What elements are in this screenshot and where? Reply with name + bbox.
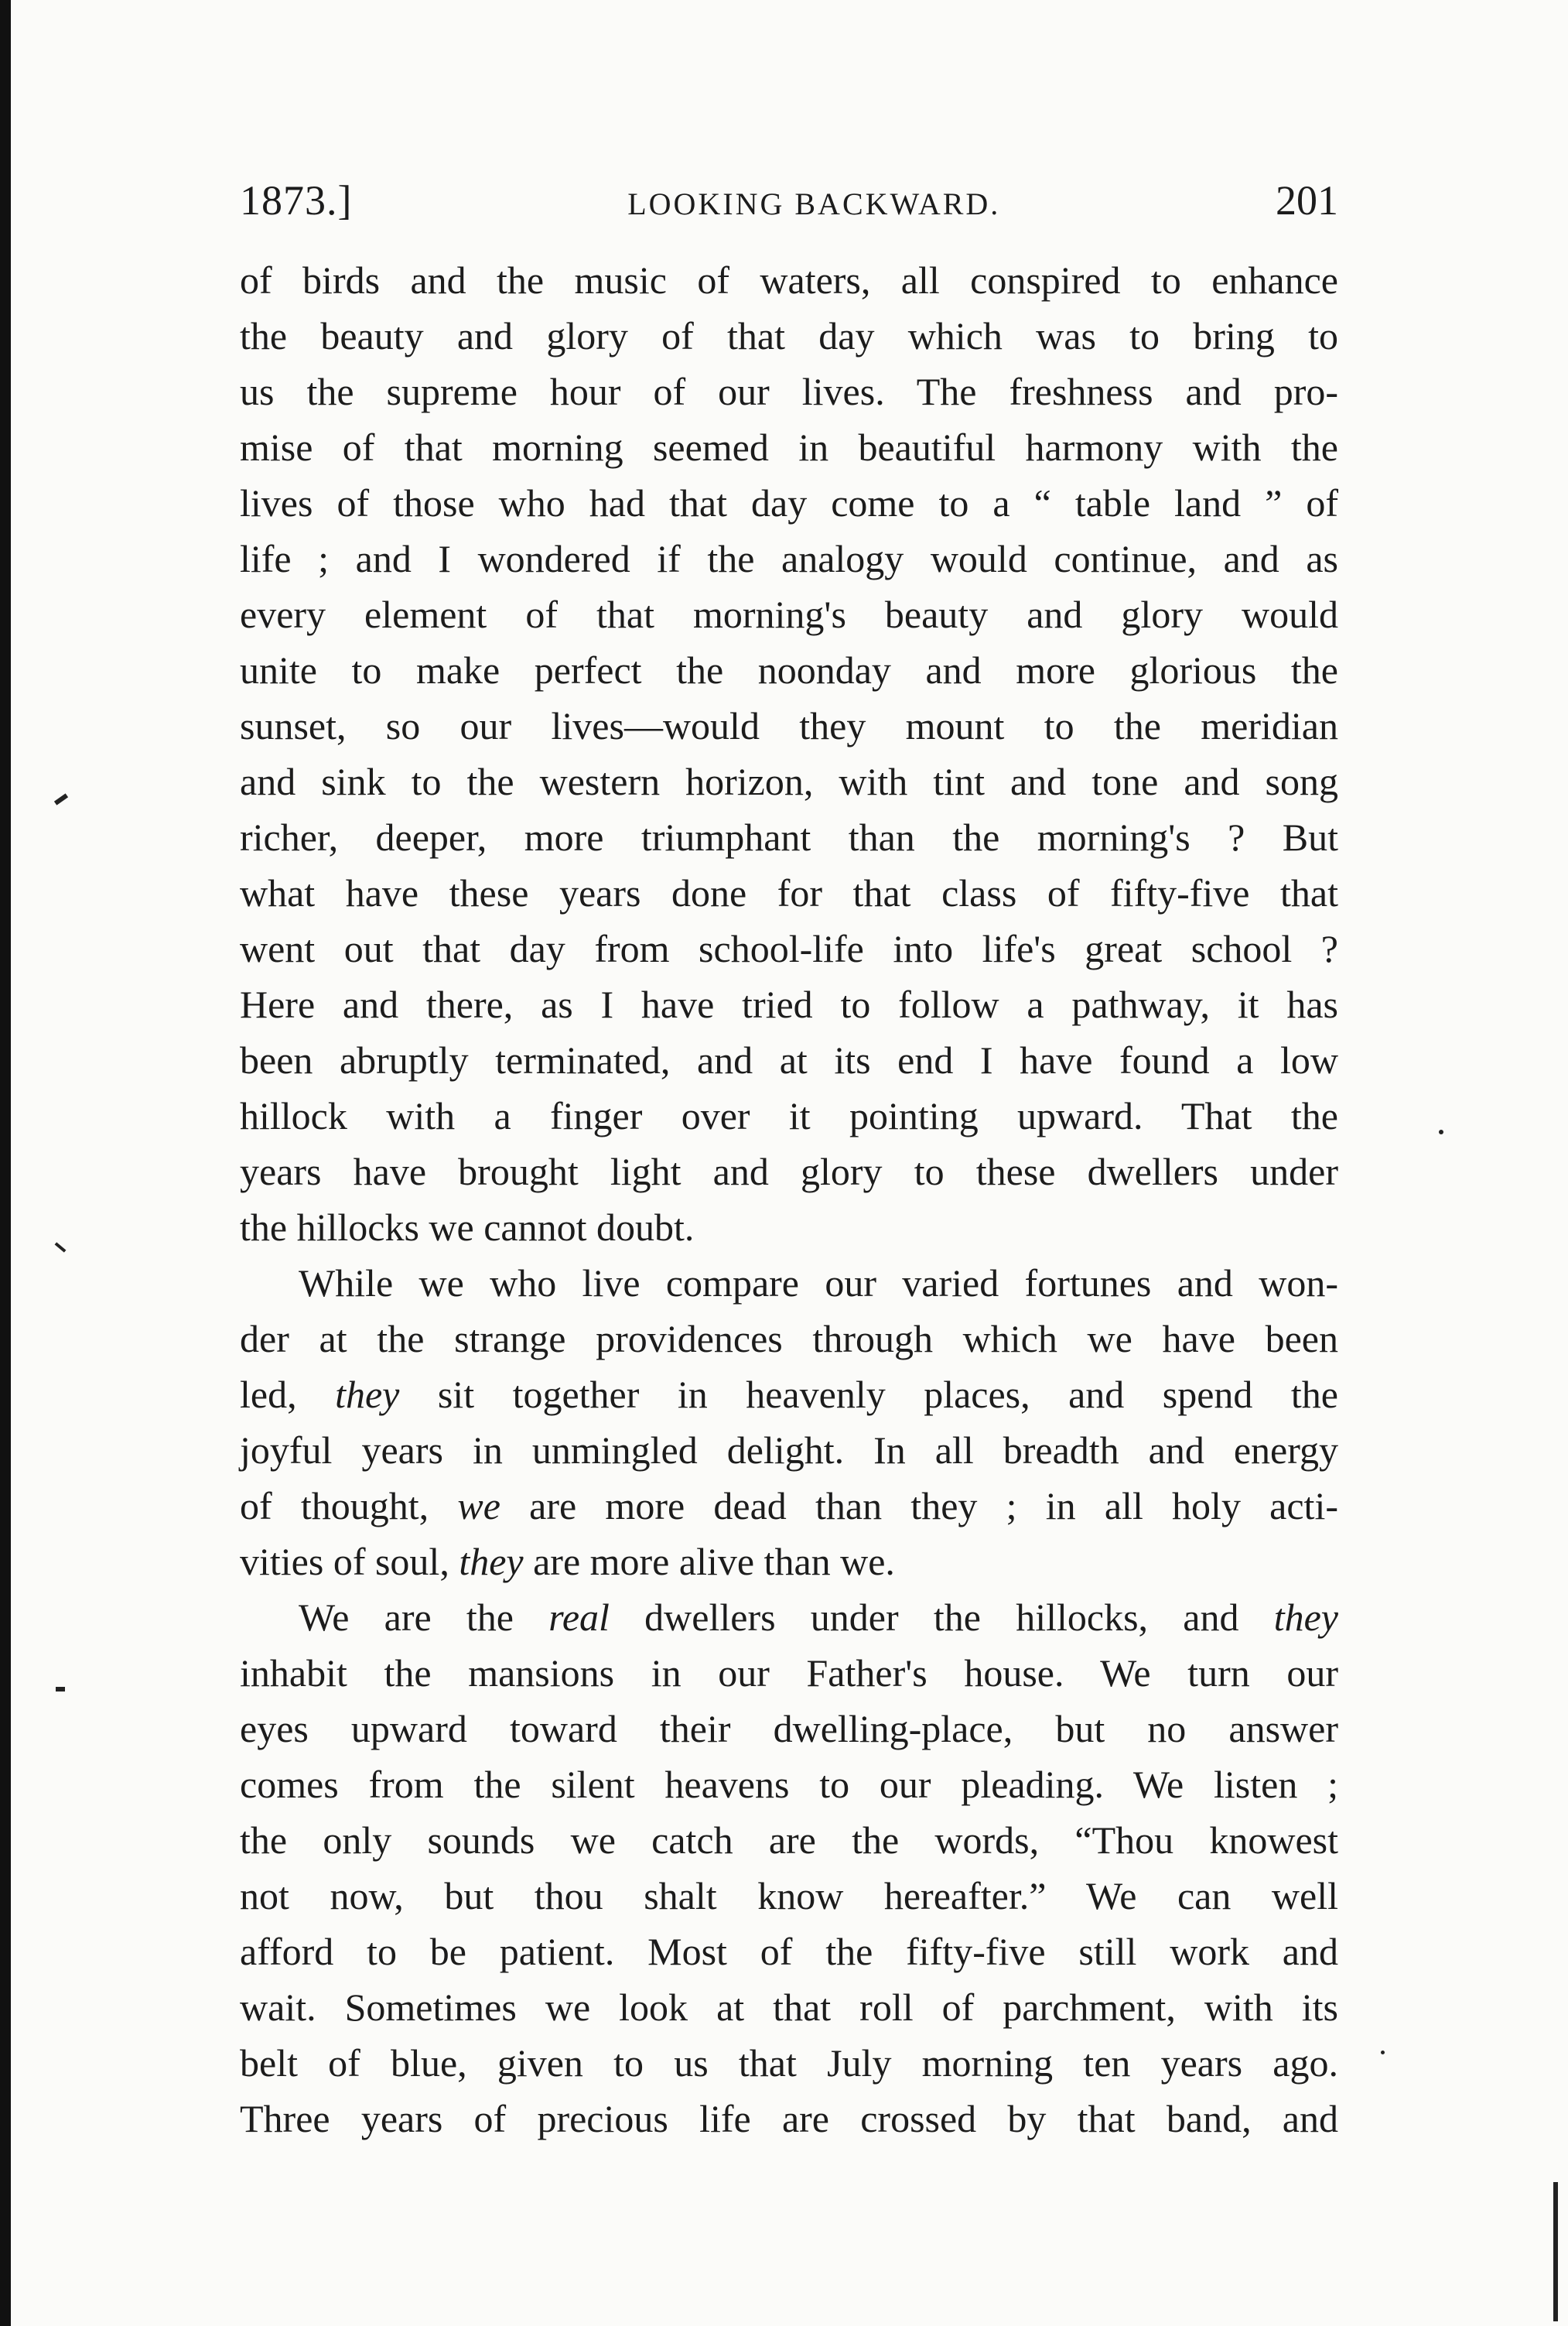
text-line: der at the strange providences through which we have been xyxy=(240,1317,1338,1360)
text-line: unite to make perfect the noonday and more glorious the xyxy=(240,648,1338,692)
text-line: Three years of precious life are crossed by that band, and xyxy=(240,2097,1338,2140)
text-line: went out that day from school-life into life's great school ? xyxy=(240,927,1338,970)
text-line: Here and there, as I have tried to follow a pathway, it has xyxy=(240,983,1338,1026)
text-line: mise of that morning seemed in beautiful harmony with the xyxy=(240,426,1338,469)
text-line: lives of those who had that day come to a “ table land ” of xyxy=(240,481,1338,525)
text-line: the beauty and glory of that day which was to bring to xyxy=(240,314,1338,357)
scan-speck xyxy=(56,1687,65,1691)
text-line: wait. Sometimes we look at that roll of parchment, with its xyxy=(240,1986,1338,2029)
text-line: belt of blue, given to us that July morning ten years ago. xyxy=(240,2041,1338,2085)
scan-speck xyxy=(54,793,68,805)
scan-speck xyxy=(1439,1130,1443,1134)
text-line: the hillocks we cannot doubt. xyxy=(240,1206,695,1249)
text-line: vities of soul, they are more alive than we. xyxy=(240,1540,895,1583)
text-line: comes from the silent heavens to our pleading. We listen ; xyxy=(240,1763,1338,1806)
text-line: richer, deeper, more triumphant than the morning's ? But xyxy=(240,816,1338,859)
scan-speck xyxy=(1381,2051,1385,2054)
page-body xyxy=(240,252,1338,2146)
text-line: inhabit the mansions in our Father's house. We turn our xyxy=(240,1651,1338,1695)
text-line: and sink to the western horizon, with tint and tone and song xyxy=(240,760,1338,803)
text-line: While we who live compare our varied fortunes and won- xyxy=(299,1261,1338,1305)
text-line: been abruptly terminated, and at its end I have found a low xyxy=(240,1038,1338,1082)
text-line: the only sounds we catch are the words, “Thou knowest xyxy=(240,1818,1338,1862)
text-line: We are the real dwellers under the hillocks, and they xyxy=(299,1596,1338,1639)
scan-speck xyxy=(55,1242,67,1252)
scan-edge xyxy=(0,0,11,2326)
text-line: years have brought light and glory to these dwellers under xyxy=(240,1150,1338,1193)
text-line: life ; and I wondered if the analogy would continue, and as xyxy=(240,537,1338,580)
paragraph xyxy=(240,1589,1338,2146)
paragraph xyxy=(240,1255,1338,1589)
scan-edge-right xyxy=(1553,2182,1558,2321)
text-line: of thought, we are more dead than they ; in all holy acti- xyxy=(240,1484,1338,1527)
text-line: afford to be patient. Most of the fifty-five still work and xyxy=(240,1930,1338,1973)
text-line: what have these years done for that class of fifty-five that xyxy=(240,871,1338,915)
text-line: eyes upward toward their dwelling-place, but no answer xyxy=(240,1707,1338,1750)
text-line: every element of that morning's beauty and glory would xyxy=(240,593,1338,636)
text-line: sunset, so our lives—would they mount to the meridian xyxy=(240,704,1338,747)
text-line: hillock with a finger over it pointing upward. That the xyxy=(240,1094,1338,1137)
text-line: led, they sit together in heavenly places, and spend the xyxy=(240,1373,1338,1416)
running-header xyxy=(240,176,1338,231)
header-title: LOOKING BACKWARD. xyxy=(627,186,1001,221)
text-line: of birds and the music of waters, all conspired to enhance xyxy=(240,258,1338,302)
text-line: not now, but thou shalt know hereafter.” We can well xyxy=(240,1874,1338,1917)
text-line: us the supreme hour of our lives. The freshness and pro- xyxy=(240,370,1338,413)
page-number: 201 xyxy=(1275,177,1338,224)
text-line: joyful years in unmingled delight. In all breadth and energy xyxy=(240,1428,1338,1472)
paragraph xyxy=(240,252,1338,1255)
header-year: 1873.] xyxy=(240,177,353,224)
